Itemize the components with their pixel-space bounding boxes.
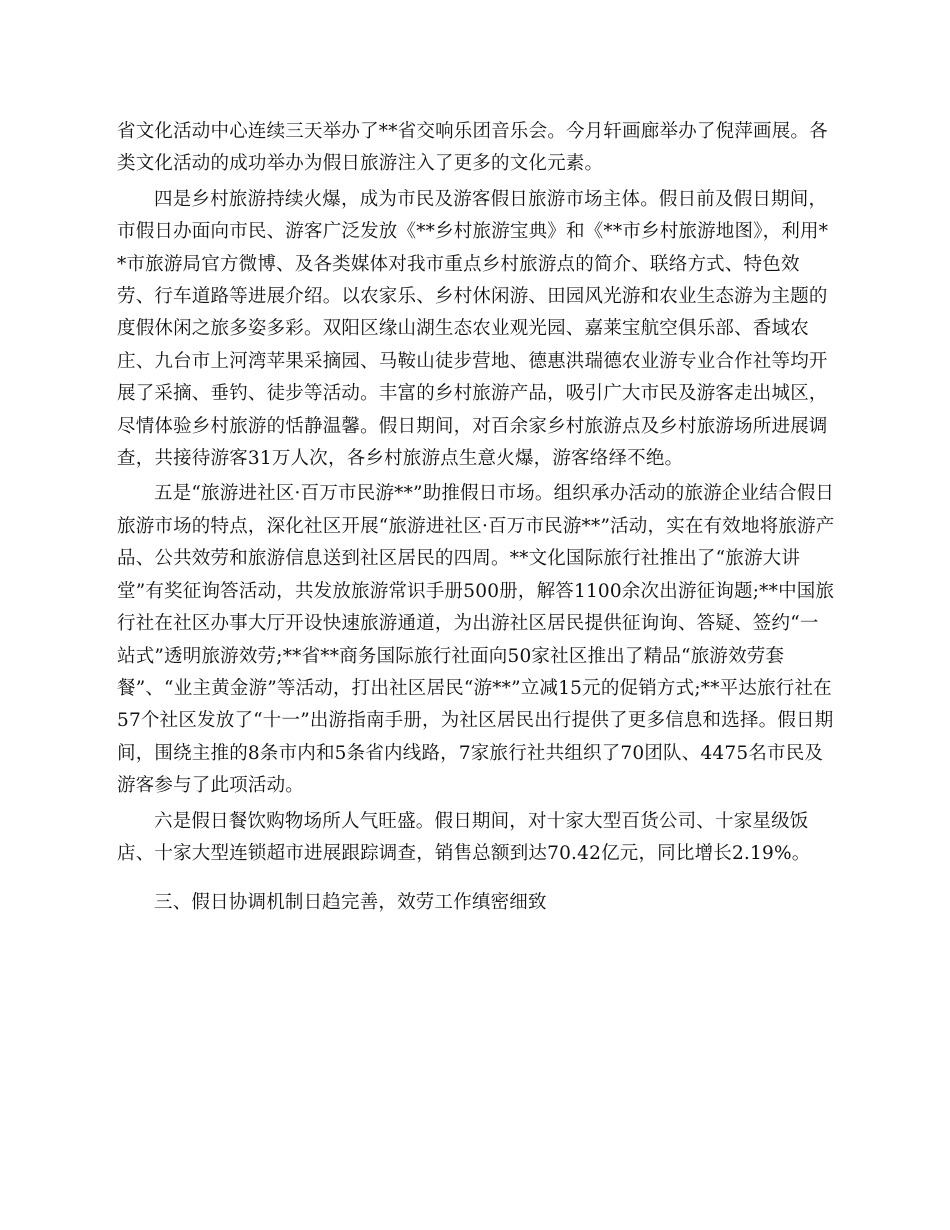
document-body	[117, 116, 837, 920]
section-heading-coordination: 三、假日协调机制日趋完善，效劳工作缜密细致	[154, 892, 547, 914]
paragraph-community-tourism: 五是“旅游进社区·百万市民游**”助推假日市场。组织承办活动的旅游企业结合假日旅游市场的特点，深化社区开展“旅游进社区·百万市民游**”活动，实在有效地将旅游产品、公共效劳和旅游信息送到社区居民的四周。**文化国际旅行社推出了“旅游大讲堂”有奖征询答活动，共发放旅游常识手册500册，解答1100余次出游征询题;**中国旅行社在社区办事大厅开设快速旅游通道，为出游社区居民提供征询询、答疑、签约“一站式”透明旅游效劳;**省**商务国际旅行社面向50家社区推出了精品“旅游效劳套餐”、“业主黄金游”等活动，打出社区居民“游**”立减15元的促销方式;**平达旅行社在57个社区发放了“十一”出游指南手册，为社区居民出行提供了更多信息和选择。假日期间，围绕主推的8条市内和5条省内线路，7家旅行社共组织了70团队、4475名市民及游客参与了此项活动。	[117, 483, 835, 797]
paragraph-rural-tourism: 四是乡村旅游持续火爆，成为市民及游客假日旅游市场主体。假日前及假日期间，市假日办面向市民、游客广泛发放《**乡村旅游宝典》和《**市乡村旅游地图》，利用**市旅游局官方微博、及各类媒体对我市重点乡村旅游点的简介、联络方式、特色效劳、行车道路等进展介绍。以农家乐、乡村休闲游、田园风光游和农业生态游为主题的度假休闲之旅多姿多彩。双阳区缘山湖生态农业观光园、嘉莱宝航空俱乐部、香域农庄、九台市上河湾苹果采摘园、马鞍山徒步营地、德惠洪瑞德农业游专业合作社等均开展了采摘、垂钓、徒步等活动。丰富的乡村旅游产品，吸引广大市民及游客走出城区，尽情体验乡村旅游的恬静温馨。假日期间，对百余家乡村旅游点及乡村旅游场所进展调查，共接待游客31万人次，各乡村旅游点生意火爆，游客络绎不绝。	[117, 188, 829, 470]
paragraph-dining-shopping: 六是假日餐饮购物场所人气旺盛。假日期间，对十家大型百货公司、十家星级饭店、十家大型连锁超市进展跟踪调查，销售总额到达70.42亿元，同比增长2.19%。	[117, 810, 811, 864]
paragraph-cultural-activities: 省文化活动中心连续三天举办了**省交响乐团音乐会。今月轩画廊举办了倪萍画展。各类文化活动的成功举办为假日旅游注入了更多的文化元素。	[117, 121, 828, 175]
